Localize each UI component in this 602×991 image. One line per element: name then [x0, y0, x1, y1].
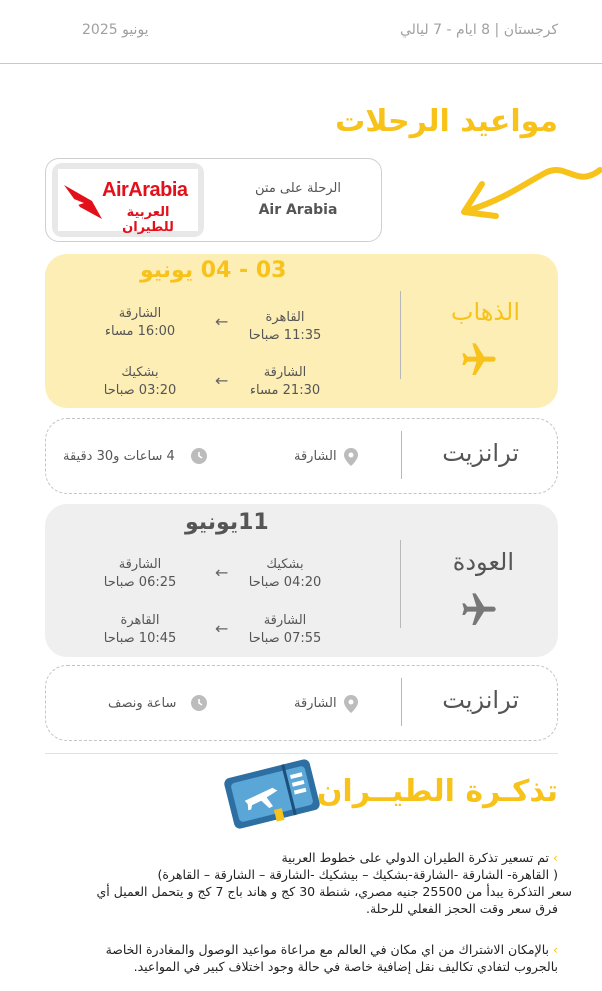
arrow-left-icon: ← [215, 619, 229, 638]
transit-label: ترانزيت [442, 439, 519, 467]
outbound-seg1-from: القاهرة 11:35 صباحا [248, 310, 322, 343]
transit-city: الشارقة [294, 696, 337, 711]
bullet-icon: › [553, 850, 558, 865]
clock-icon [191, 448, 207, 464]
airline-caption: الرحلة على متن [255, 181, 341, 196]
transit-divider [401, 431, 402, 479]
return-label: العودة [452, 548, 514, 576]
transit-card-2 [45, 665, 558, 741]
ticket-paragraph-1: › تم تسعير تذكرة الطيران الدولي على خطوط العربية ( القاهرة- الشارقة -الشارقة-بشكيك – بيشكيك -الشارقة – الشارقة – القاهرة) سعر التذكرة يبدأ من 25500 جنيه مصري، شنطة 30 كج و هاند باج 7 كج و يتحمل العميل أي فرق سعر وقت الحجز الفعلي للرحلة. [96, 850, 572, 916]
arrow-left-icon: ← [215, 312, 229, 331]
transit-duration: 4 ساعات و30 دقيقة [63, 449, 175, 464]
bullet-icon: › [553, 942, 558, 957]
transit-divider [401, 678, 402, 726]
return-seg2-from: الشارقة 07:55 صباحا [248, 613, 322, 646]
clock-icon [191, 695, 207, 711]
arrow-left-icon: ← [215, 563, 229, 582]
arrow-left-icon: ← [215, 371, 229, 390]
outbound-divider [400, 291, 401, 379]
header-divider [0, 63, 602, 64]
plane-ticket-icon [222, 754, 322, 834]
header-date: يونيو 2025 [82, 22, 149, 38]
airline-logo-frame [52, 163, 204, 237]
return-seg2-to: القاهرة 10:45 صباحا [103, 613, 177, 646]
return-divider [400, 540, 401, 628]
ticket-paragraph-2: › بالإمكان الاشتراك من اي مكان في العالم مع مراعاة مواعيد الوصول والمغادرة الخاصة بالجروب لتفادي تكاليف نقل إضافية خاصة في حالة وجود اختلاف كبير في المواعيد. [105, 942, 558, 974]
outbound-date: 03 - 04 يونيو [140, 258, 287, 283]
airline-name: Air Arabia [258, 202, 338, 218]
return-seg1-to: الشارقة 06:25 صباحا [103, 557, 177, 590]
location-pin-icon [344, 695, 358, 713]
return-card [45, 504, 558, 657]
schedule-title: مواعيد الرحلات [335, 104, 558, 139]
airplane-icon [459, 590, 499, 630]
logo-text-ar: العربية للطيران [122, 205, 174, 235]
outbound-label: الذهاب [450, 298, 520, 326]
airline-logo [58, 169, 198, 235]
transit-card-1 [45, 418, 558, 494]
airplane-icon [459, 340, 499, 380]
outbound-seg2-from: الشارقة 21:30 مساء [249, 365, 321, 398]
ticket-title: تذكـرة الطيــران [316, 774, 558, 809]
return-date: 11يونيو [185, 510, 269, 535]
header-trip-info: كرجستان | 8 ايام - 7 ليالي [399, 22, 558, 38]
location-pin-icon [344, 448, 358, 466]
outbound-card [45, 254, 558, 408]
airline-card [45, 158, 382, 242]
curved-arrow-icon [452, 158, 602, 228]
return-seg1-from: بشكيك 04:20 صباحا [248, 557, 322, 590]
transit-label: ترانزيت [442, 686, 519, 714]
outbound-seg2-to: بشكيك 03:20 صباحا [103, 365, 177, 398]
transit-city: الشارقة [294, 449, 337, 464]
outbound-seg1-to: الشارقة 16:00 مساء [104, 306, 176, 339]
transit-duration: ساعة ونصف [108, 696, 177, 711]
logo-text-en: AirArabia [102, 179, 188, 201]
air-arabia-tail-icon [62, 181, 104, 221]
